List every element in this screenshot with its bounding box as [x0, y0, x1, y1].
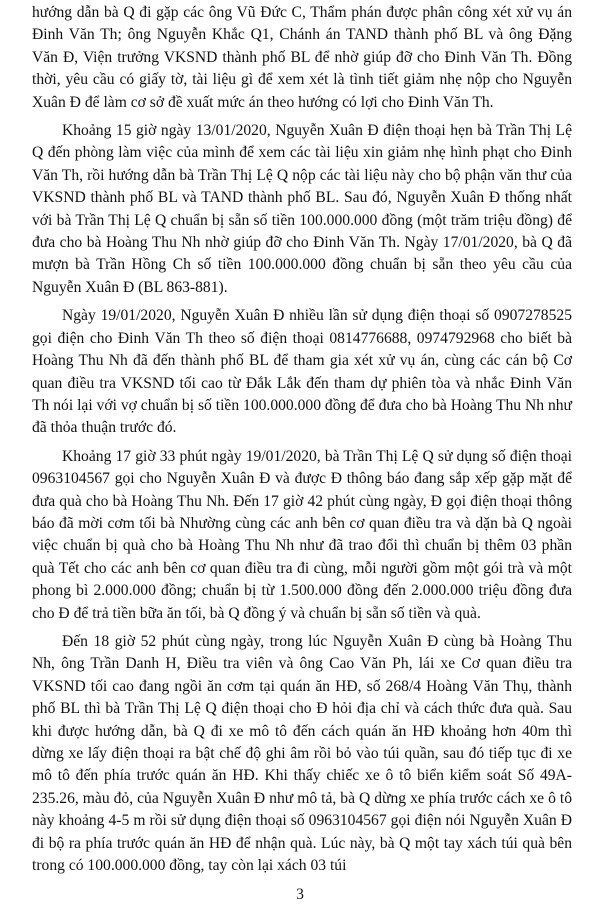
paragraph: Ngày 19/01/2020, Nguyễn Xuân Đ nhiều lần sử dụng điện thoại số 0907278525 gọi điện cho Đinh Văn Th theo số điện thoại 0814776688, 0974792968 cho biết bà Hoàng Thu Nh đã đến thành phố BL để tham gia xét xử vụ án, cùng các cán bộ Cơ quan điều tra VKSND tối cao từ Đắk Lắk đến tham dự phiên tòa và nhắc Đinh Văn Th nói lại với vợ chuẩn bị số tiền 100.000.000 đồng để đưa cho bà Hoàng Thu Nh như đã thỏa thuận trước đó.: [32, 307, 572, 437]
paragraph-continued: hướng dẫn bà Q đi gặp các ông Vũ Đức C, Thẩm phán được phân công xét xử vụ án Đinh Văn Th; ông Nguyễn Khắc Q1, Chánh án TAND thành phố BL và ông Đặng Văn Đ, Viện trưởng VKSND thành phố BL để nhờ giúp đỡ cho Đinh Văn Th. Đồng thời, yêu cầu có giấy tờ, tài liệu gì để xem xét là tình tiết giảm nhẹ nộp cho Nguyễn Xuân Đ để làm cơ sở đề xuất mức án theo hướng có lợi cho Đinh Văn Th.: [32, 4, 572, 111]
paragraph: Đến 18 giờ 52 phút cùng ngày, trong lúc Nguyễn Xuân Đ cùng bà Hoàng Thu Nh, ông Trần Danh H, Điều tra viên và ông Cao Văn Ph, lái xe Cơ quan điều tra VKSND tối cao đang ngồi ăn cơm tại quán ăn HĐ, số 268/4 Hoàng Văn Thụ, thành phố BL thì bà Trần Thị Lệ Q điện thoại cho Đ hỏi địa chỉ và cách thức đưa quà. Sau khi được hướng dẫn, bà Q đi xe mô tô đến cách quán ăn HĐ khoảng hơn 40m thì dừng xe lấy điện thoại ra bật chế độ ghi âm rồi bỏ vào túi quần, sau đó tiếp tục đi xe mô tô đến phía trước quán ăn HĐ. Khi thấy chiếc xe ô tô biển kiểm soát Số 49A-235.26, màu đỏ, của Nguyễn Xuân Đ như mô tả, bà Q dừng xe phía trước cách xe ô tô này khoảng 4-5 m rồi sử dụng điện thoại số 0963104567 gọi điện nói Nguyễn Xuân Đ đi bộ ra phía trước quán ăn HĐ để nhận quà. Lúc này, bà Q một tay xách túi quà bên trong có 100.000.000 đồng, tay còn lại xách 03 túi: [32, 632, 572, 875]
paragraph: Khoảng 17 giờ 33 phút ngày 19/01/2020, bà Trần Thị Lệ Q sử dụng số điện thoại 0963104567 gọi cho Nguyễn Xuân Đ và được Đ thông báo đang sắp xếp gặp mặt để đưa quà cho bà Hoàng Thu Nh. Đến 17 giờ 42 phút cùng ngày, Đ gọi điện thoại thông báo đã mời cơm tối bà Nhường cùng các anh bên cơ quan điều tra và dặn bà Q ngoài việc chuẩn bị quà cho bà Hoàng Thu Nh như đã trao đổi thì chuẩn bị thêm 03 phần quà Tết cho các anh bên cơ quan điều tra đi cùng, mỗi người gồm một gói trà và một phong bì 2.000.000 đồng; chuẩn bị từ 1.500.000 đồng đến 2.000.000 triệu đồng đưa cho Đ để trả tiền bữa ăn tối, bà Q đồng ý và chuẩn bị sẵn số tiền và quà.: [32, 447, 572, 622]
page-number: 3: [296, 886, 304, 903]
paragraph: Khoảng 15 giờ ngày 13/01/2020, Nguyễn Xuân Đ điện thoại hẹn bà Trần Thị Lệ Q đến phòng làm việc của mình để xem các tài liệu xin giảm nhẹ hình phạt cho Đinh Văn Th, rồi hướng dẫn bà Trần Thị Lệ Q nộp các tài liệu này cho bộ phận văn thư của VKSND thành phố BL và TAND thành phố BL. Sau đó, Nguyễn Xuân Đ thống nhất với bà Trần Thị Lệ Q chuẩn bị sẵn số tiền 100.000.000 đồng (một trăm triệu đồng) để đưa cho bà Hoàng Thu Nh nhờ giúp đỡ cho Đinh Văn Th. Ngày 17/01/2020, bà Q đã mượn bà Trần Hồng Ch số tiền 100.000.000 đồng chuẩn bị sẵn theo yêu cầu của Nguyễn Xuân Đ (BL 863-881).: [32, 122, 572, 296]
